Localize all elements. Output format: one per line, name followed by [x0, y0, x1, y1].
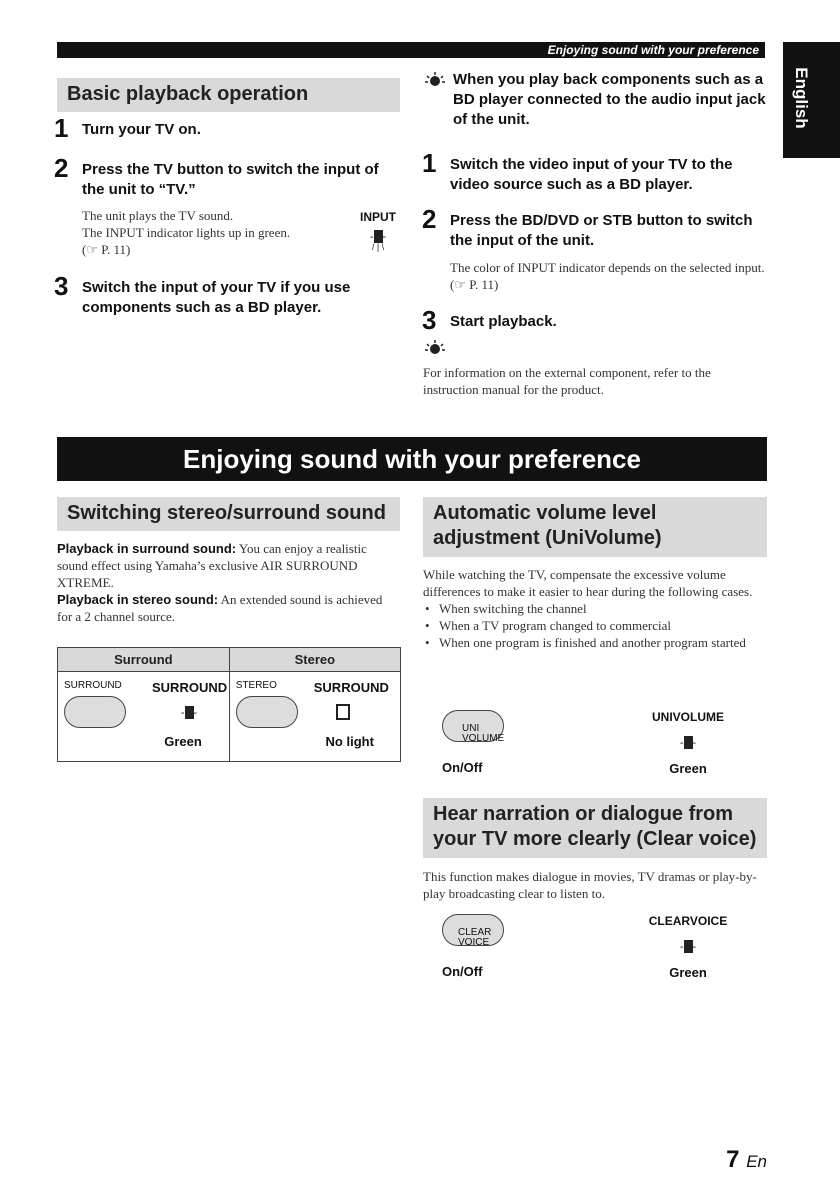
surround-led-off-icon [336, 704, 350, 720]
basic-playback-heading: Basic playback operation [57, 78, 400, 112]
univolume-indicator: UNIVOLUME - - Green [652, 710, 724, 776]
bd-step-2: 2 Press the BD/DVD or STB button to switch the input of the unit. [422, 204, 753, 249]
tip-lightbulb-icon [423, 70, 447, 92]
bd-heading: When you play back components such as a BD player connected to the audio input jack of the unit. [453, 71, 766, 128]
language-tab-label: English [792, 67, 811, 129]
basic-step-1: 1 Turn your TV on. [54, 113, 201, 143]
table-head-surround: Surround [58, 648, 230, 672]
language-tab [783, 42, 840, 158]
bd-step-3: 3 Start playback. [422, 305, 557, 335]
basic-step-3: 3 Switch the input of your TV if you use components such as a BD player. [54, 271, 351, 316]
list-item: • When one program is finished and another program started [439, 634, 758, 651]
bd-step-1: 1 Switch the video input of your TV to the video source such as a BD player. [422, 148, 733, 193]
tip-lightbulb-icon-2 [423, 338, 447, 358]
univolume-heading: Automatic volume level adjustment (UniVolume) [423, 497, 767, 557]
basic-step-2-body: The unit plays the TV sound. The INPUT indicator lights up in green. (☞ P. 11) [82, 208, 291, 257]
basic-step-2: 2 Press the TV button to switch the input of the unit to “TV.” [54, 153, 379, 198]
clearvoice-body: This function makes dialogue in movies, TV dramas or play-by-play broadcasting clear to listen to. [423, 869, 757, 901]
table-cell-stereo: STEREO SURROUND No light [229, 672, 400, 762]
switching-body: Playback in surround sound: You can enjoy a realistic sound effect using Yamaha’s exclusive AIR SURROUND XTREME. Playback in stereo sound: An extended sound is achieved for a 2 channel source. [57, 541, 383, 624]
univolume-cases [423, 600, 758, 651]
univolume-led-icon [684, 736, 693, 749]
bd-step-2-body: The color of INPUT indicator depends on the selected input. (☞ P. 11) [450, 260, 765, 292]
running-header: Enjoying sound with your preference [57, 42, 765, 58]
input-indicator: INPUT - - / | \ [360, 210, 396, 252]
stereo-button[interactable] [236, 696, 298, 728]
switching-heading: Switching stereo/surround sound [57, 497, 400, 531]
univolume-body: While watching the TV, compensate the excessive volume differences to make it easier to hear during the following cases. • When switching the channel • When a TV program changed to commercial • When one program is finished and another program started [423, 566, 758, 651]
clearvoice-heading: Hear narration or dialogue from your TV more clearly (Clear voice) [423, 798, 767, 858]
bd-tip-body: For information on the external component, refer to the instruction manual for the product. [423, 365, 711, 397]
section-banner: Enjoying sound with your preference [57, 437, 767, 481]
clearvoice-button-group: CLEAR VOICE On/Off [442, 914, 522, 979]
list-item: • When a TV program changed to commercial [439, 617, 758, 634]
table-head-stereo: Stereo [229, 648, 400, 672]
clearvoice-indicator: CLEARVOICE - - Green [648, 914, 728, 980]
surround-button[interactable] [64, 696, 126, 728]
mode-table [57, 647, 401, 762]
univolume-button-group: UNI VOLUME On/Off [442, 710, 522, 775]
page-number: 7 En [726, 1146, 767, 1173]
surround-led-icon [185, 706, 194, 719]
clearvoice-led-icon [684, 940, 693, 953]
list-item: • When switching the channel [439, 600, 758, 617]
table-cell-surround: SURROUND SURROUND - - Green [58, 672, 230, 762]
